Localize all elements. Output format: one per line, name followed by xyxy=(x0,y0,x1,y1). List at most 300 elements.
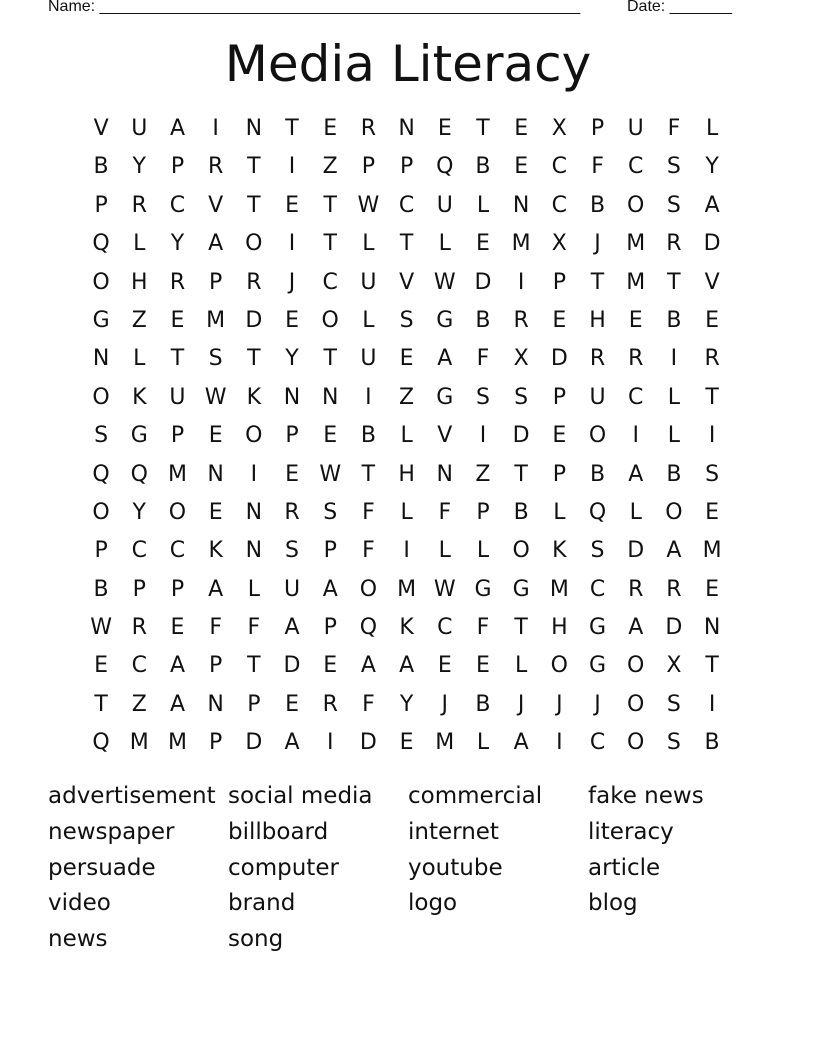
grid-cell[interactable]: M xyxy=(397,576,417,602)
grid-cell[interactable]: O xyxy=(92,384,110,410)
grid-cell[interactable]: S xyxy=(323,499,338,525)
grid-cell[interactable]: S xyxy=(666,154,681,180)
grid-cell[interactable]: E xyxy=(94,653,109,679)
grid-cell[interactable]: I xyxy=(556,730,563,756)
grid-cell[interactable]: P xyxy=(170,576,185,602)
grid-cell[interactable]: C xyxy=(131,653,147,679)
grid-cell[interactable]: E xyxy=(323,116,338,141)
grid-cell[interactable]: R xyxy=(589,346,606,372)
grid-cell[interactable]: U xyxy=(283,576,301,602)
grid-cell[interactable]: Z xyxy=(131,691,147,717)
grid-cell[interactable]: R xyxy=(246,269,262,295)
grid-cell[interactable]: P xyxy=(590,116,605,141)
grid-cell[interactable]: R xyxy=(284,499,300,525)
grid-cell[interactable]: T xyxy=(514,615,528,641)
grid-cell[interactable]: M xyxy=(167,730,187,756)
grid-cell[interactable]: P xyxy=(323,615,337,641)
grid-cell[interactable]: L xyxy=(476,730,490,756)
grid-cell[interactable]: F xyxy=(438,499,452,525)
grid-cell[interactable]: R xyxy=(666,576,682,602)
grid-cell[interactable]: Q xyxy=(588,499,607,525)
grid-cell[interactable]: D xyxy=(550,346,568,372)
grid-cell[interactable]: Q xyxy=(92,231,110,257)
grid-cell[interactable]: U xyxy=(169,384,186,410)
grid-cell[interactable]: O xyxy=(627,653,645,679)
grid-cell[interactable]: Q xyxy=(92,730,110,756)
grid-cell[interactable]: E xyxy=(285,461,299,487)
grid-cell[interactable]: B xyxy=(475,307,491,333)
grid-cell[interactable]: E xyxy=(285,307,299,333)
grid-cell[interactable]: Z xyxy=(399,384,415,410)
grid-cell[interactable]: A xyxy=(169,116,185,141)
grid-cell[interactable]: E xyxy=(399,346,414,372)
grid-cell[interactable]: G xyxy=(512,576,530,602)
grid-cell[interactable]: K xyxy=(246,384,262,410)
grid-cell[interactable]: P xyxy=(552,461,566,487)
grid-cell[interactable]: E xyxy=(552,423,567,449)
grid-cell[interactable]: E xyxy=(628,307,643,333)
grid-cell[interactable]: W xyxy=(433,576,456,602)
grid-cell[interactable]: T xyxy=(247,192,261,218)
grid-cell[interactable]: E xyxy=(170,307,185,333)
grid-cell[interactable]: K xyxy=(132,384,147,410)
grid-cell[interactable]: S xyxy=(590,538,605,564)
grid-cell[interactable]: U xyxy=(436,192,453,218)
grid-cell[interactable]: D xyxy=(627,538,645,564)
grid-cell[interactable]: C xyxy=(551,192,568,218)
grid-cell[interactable]: R xyxy=(131,615,147,641)
word-bank-item: song xyxy=(228,926,284,953)
grid-cell[interactable]: L xyxy=(362,231,375,257)
name-field[interactable]: Name: ______________________________________________________ xyxy=(48,0,581,15)
grid-cell[interactable]: I xyxy=(632,423,639,449)
grid-cell[interactable]: T xyxy=(590,269,605,295)
grid-cell[interactable]: P xyxy=(247,691,261,717)
grid-cell[interactable]: V xyxy=(399,269,415,295)
grid-cell[interactable]: A xyxy=(169,691,185,717)
grid-cell[interactable]: M xyxy=(129,730,149,756)
grid-cell[interactable]: J xyxy=(556,691,563,717)
grid-cell[interactable]: P xyxy=(132,576,146,602)
grid-cell[interactable]: S xyxy=(208,346,223,372)
grid-cell[interactable]: M xyxy=(511,231,531,257)
grid-cell[interactable]: G xyxy=(589,653,607,679)
grid-cell[interactable]: L xyxy=(515,653,528,679)
grid-cell[interactable]: U xyxy=(131,116,148,141)
grid-cell[interactable]: P xyxy=(209,653,223,679)
grid-cell[interactable]: P xyxy=(361,154,376,180)
grid-cell[interactable]: A xyxy=(284,730,300,756)
grid-cell[interactable]: W xyxy=(204,384,227,410)
grid-cell[interactable]: T xyxy=(667,269,681,295)
grid-cell[interactable]: B xyxy=(360,423,376,449)
grid-cell[interactable]: N xyxy=(245,499,263,525)
grid-cell[interactable]: B xyxy=(704,730,720,756)
grid-cell[interactable]: D xyxy=(665,615,683,641)
grid-cell[interactable]: U xyxy=(360,269,377,295)
grid-cell[interactable]: N xyxy=(207,691,224,717)
grid-cell[interactable]: D xyxy=(359,730,377,756)
grid-cell[interactable]: L xyxy=(629,499,642,525)
grid-cell[interactable]: H xyxy=(398,461,415,487)
grid-cell[interactable]: L xyxy=(438,538,451,564)
grid-cell[interactable]: E xyxy=(514,116,529,141)
grid-cell[interactable]: Z xyxy=(475,461,491,487)
grid-cell[interactable]: I xyxy=(708,423,716,449)
grid-cell[interactable]: T xyxy=(705,653,719,679)
grid-cell[interactable]: T xyxy=(247,653,261,679)
grid-cell[interactable]: P xyxy=(94,538,108,564)
grid-cell[interactable]: E xyxy=(705,307,720,333)
grid-cell[interactable]: M xyxy=(435,730,455,756)
grid-cell[interactable]: I xyxy=(212,116,219,141)
grid-cell[interactable]: C xyxy=(169,192,186,218)
grid-cell[interactable]: N xyxy=(92,346,110,372)
grid-cell[interactable]: I xyxy=(403,538,410,564)
grid-cell[interactable]: G xyxy=(474,576,492,602)
grid-cell[interactable]: F xyxy=(209,615,222,641)
grid-cell[interactable]: A xyxy=(628,615,644,641)
page-title: Media Literacy xyxy=(224,35,592,93)
grid-cell[interactable]: L xyxy=(400,423,413,449)
grid-cell[interactable]: M xyxy=(206,307,226,333)
grid-cell[interactable]: X xyxy=(551,116,567,141)
grid-cell[interactable]: J xyxy=(441,691,449,717)
grid-cell[interactable]: A xyxy=(208,576,224,602)
grid-cell[interactable]: X xyxy=(513,346,529,372)
grid-cell[interactable]: L xyxy=(667,384,681,410)
grid-cell[interactable]: P xyxy=(476,499,490,525)
grid-cell[interactable]: R xyxy=(322,691,338,717)
grid-cell[interactable]: L xyxy=(553,499,566,525)
grid-cell[interactable]: Q xyxy=(130,461,148,487)
grid-cell[interactable]: W xyxy=(319,461,342,487)
grid-cell[interactable]: L xyxy=(476,538,490,564)
grid-cell[interactable]: T xyxy=(285,116,299,141)
grid-cell[interactable]: S xyxy=(94,423,109,449)
grid-cell[interactable]: G xyxy=(130,423,148,449)
grid-cell[interactable]: E xyxy=(437,116,452,141)
grid-cell[interactable]: A xyxy=(322,576,338,602)
grid-cell[interactable]: N xyxy=(321,384,339,410)
grid-cell[interactable]: L xyxy=(247,576,260,602)
grid-cell[interactable]: U xyxy=(589,384,606,410)
grid-cell[interactable]: G xyxy=(589,615,607,641)
grid-cell[interactable]: A xyxy=(437,346,453,372)
grid-cell[interactable]: P xyxy=(94,192,108,218)
grid-cell[interactable]: A xyxy=(666,538,682,564)
grid-cell[interactable]: I xyxy=(670,346,678,372)
grid-cell[interactable]: S xyxy=(666,730,681,756)
grid-cell[interactable]: G xyxy=(436,307,454,333)
grid-cell[interactable]: X xyxy=(551,231,567,257)
grid-cell[interactable]: P xyxy=(209,730,223,756)
grid-cell[interactable]: C xyxy=(589,730,606,756)
grid-cell[interactable]: Z xyxy=(131,307,147,333)
grid-cell[interactable]: T xyxy=(476,116,490,141)
grid-cell[interactable]: S xyxy=(399,307,414,333)
grid-cell[interactable]: I xyxy=(288,154,296,180)
grid-cell[interactable]: I xyxy=(250,461,258,487)
grid-cell[interactable]: N xyxy=(703,615,721,641)
grid-cell[interactable]: T xyxy=(323,231,337,257)
grid-cell[interactable]: F xyxy=(247,615,261,641)
grid-cell[interactable]: E xyxy=(705,499,720,525)
grid-cell[interactable]: J xyxy=(517,691,525,717)
grid-cell[interactable]: F xyxy=(591,154,604,180)
grid-cell[interactable]: S xyxy=(514,384,529,410)
grid-cell[interactable]: S xyxy=(285,538,300,564)
grid-cell[interactable]: Z xyxy=(322,154,338,180)
grid-cell[interactable]: Y xyxy=(285,346,299,372)
grid-cell[interactable]: P xyxy=(399,154,414,180)
grid-cell[interactable]: T xyxy=(94,691,108,717)
grid-cell[interactable]: E xyxy=(208,423,223,449)
grid-cell[interactable]: O xyxy=(245,423,263,449)
grid-cell[interactable]: A xyxy=(399,653,415,679)
grid-cell[interactable]: F xyxy=(476,346,490,372)
grid-cell[interactable]: E xyxy=(399,730,414,756)
word-bank-item: brand xyxy=(228,890,296,917)
grid-cell[interactable]: G xyxy=(92,307,110,333)
grid-cell[interactable]: T xyxy=(361,461,376,487)
grid-cell[interactable]: O xyxy=(245,231,263,257)
grid-cell[interactable]: F xyxy=(362,499,375,525)
grid-cell[interactable]: R xyxy=(704,346,720,372)
grid-cell[interactable]: J xyxy=(594,691,601,717)
grid-cell[interactable]: D xyxy=(283,653,301,679)
grid-cell[interactable]: O xyxy=(627,730,645,756)
grid-cell[interactable]: C xyxy=(322,269,338,295)
grid-cell[interactable]: Y xyxy=(399,691,414,717)
grid-cell[interactable]: I xyxy=(708,691,716,717)
grid-cell[interactable]: E xyxy=(323,423,338,449)
grid-cell[interactable]: R xyxy=(169,269,186,295)
grid-cell[interactable]: C xyxy=(628,154,644,180)
grid-cell[interactable]: K xyxy=(399,615,414,641)
grid-cell[interactable]: W xyxy=(357,192,380,218)
grid-cell[interactable]: V xyxy=(437,423,453,449)
grid-cell[interactable]: E xyxy=(514,154,529,180)
grid-cell[interactable]: T xyxy=(514,461,528,487)
grid-cell[interactable]: F xyxy=(362,538,375,564)
grid-cell[interactable]: P xyxy=(323,538,337,564)
grid-cell[interactable]: H xyxy=(551,615,568,641)
grid-cell[interactable]: L xyxy=(667,423,681,449)
grid-cell[interactable]: E xyxy=(552,307,567,333)
grid-cell[interactable]: C xyxy=(589,576,606,602)
word-bank-item: billboard xyxy=(228,818,329,845)
grid-cell[interactable]: I xyxy=(517,269,525,295)
grid-cell[interactable]: R xyxy=(208,154,224,180)
grid-cell[interactable]: F xyxy=(476,615,490,641)
grid-cell[interactable]: C xyxy=(398,192,415,218)
grid-cell[interactable]: Q xyxy=(359,615,378,641)
date-field[interactable]: Date: _______ xyxy=(627,0,732,15)
word-bank xyxy=(48,778,768,957)
grid-cell[interactable]: T xyxy=(705,384,719,410)
grid-cell[interactable]: J xyxy=(288,269,296,295)
grid-cell[interactable]: P xyxy=(209,269,223,295)
grid-cell[interactable]: V xyxy=(208,192,224,218)
grid-cell[interactable]: I xyxy=(479,423,487,449)
grid-cell[interactable]: N xyxy=(245,538,263,564)
grid-cell[interactable]: V xyxy=(704,269,720,295)
grid-cell[interactable]: V xyxy=(93,116,109,141)
grid-cell[interactable]: H xyxy=(131,269,148,295)
grid-cell[interactable]: Y xyxy=(132,499,146,525)
grid-cell[interactable]: M xyxy=(167,461,187,487)
grid-cell[interactable]: E xyxy=(285,691,299,717)
grid-cell[interactable]: D xyxy=(703,231,721,257)
grid-cell[interactable]: T xyxy=(323,346,337,372)
word-bank-item: blog xyxy=(588,890,638,917)
grid-cell[interactable]: B xyxy=(589,192,606,218)
grid-cell[interactable]: E xyxy=(208,499,223,525)
grid-cell[interactable]: E xyxy=(476,231,490,257)
grid-cell[interactable]: S xyxy=(475,384,490,410)
grid-cell[interactable]: M xyxy=(626,269,646,295)
grid-cell[interactable]: P xyxy=(285,423,299,449)
grid-cell[interactable]: X xyxy=(666,653,682,679)
grid-cell[interactable]: N xyxy=(283,384,301,410)
grid-cell[interactable]: P xyxy=(552,384,566,410)
grid-cell[interactable]: N xyxy=(436,461,454,487)
grid-cell[interactable]: W xyxy=(433,269,456,295)
grid-cell[interactable]: B xyxy=(475,691,491,717)
grid-cell[interactable]: T xyxy=(247,346,261,372)
grid-cell[interactable]: A xyxy=(628,461,644,487)
word-bank-item: newspaper xyxy=(48,818,175,845)
grid-cell[interactable]: O xyxy=(512,538,530,564)
grid-cell[interactable]: B xyxy=(93,154,109,180)
grid-cell[interactable]: N xyxy=(398,116,415,141)
grid-cell[interactable]: C xyxy=(131,538,147,564)
grid-cell[interactable]: T xyxy=(323,192,337,218)
grid-cell[interactable]: B xyxy=(666,307,682,333)
grid-cell[interactable]: E xyxy=(705,576,720,602)
grid-cell[interactable]: R xyxy=(131,192,147,218)
grid-cell[interactable]: T xyxy=(399,231,414,257)
grid-cell[interactable]: R xyxy=(628,576,644,602)
grid-cell[interactable]: O xyxy=(168,499,187,525)
grid-cell[interactable]: A xyxy=(169,653,185,679)
grid-cell[interactable]: I xyxy=(288,231,296,257)
grid-cell[interactable]: U xyxy=(360,346,377,372)
grid-cell[interactable]: D xyxy=(245,730,263,756)
grid-cell[interactable]: F xyxy=(362,691,375,717)
grid-cell[interactable]: C xyxy=(551,154,568,180)
grid-cell[interactable]: B xyxy=(93,576,109,602)
grid-cell[interactable]: R xyxy=(666,231,682,257)
grid-cell[interactable]: T xyxy=(247,154,261,180)
grid-cell[interactable]: N xyxy=(245,116,263,141)
grid-cell[interactable]: D xyxy=(245,307,263,333)
grid-cell[interactable]: O xyxy=(92,269,110,295)
grid-cell[interactable]: O xyxy=(627,192,645,218)
grid-cell[interactable]: D xyxy=(512,423,530,449)
grid-cell[interactable]: B xyxy=(666,461,682,487)
grid-cell[interactable]: L xyxy=(438,231,451,257)
grid-cell[interactable]: M xyxy=(702,538,722,564)
grid-cell[interactable]: E xyxy=(323,653,338,679)
grid-cell[interactable]: Y xyxy=(132,154,146,180)
word-bank-item: news xyxy=(48,926,108,953)
grid-cell[interactable]: J xyxy=(594,231,601,257)
grid-cell[interactable]: C xyxy=(628,384,644,410)
grid-cell[interactable]: Y xyxy=(705,154,719,180)
grid-cell[interactable]: C xyxy=(437,615,453,641)
grid-cell[interactable]: D xyxy=(474,269,492,295)
grid-cell[interactable]: I xyxy=(365,384,372,410)
grid-cell[interactable]: O xyxy=(588,423,607,449)
grid-cell[interactable]: B xyxy=(589,461,606,487)
grid-cell[interactable]: E xyxy=(170,615,185,641)
grid-cell[interactable]: Y xyxy=(170,231,185,257)
grid-cell[interactable]: B xyxy=(475,154,491,180)
grid-cell[interactable]: O xyxy=(321,307,339,333)
grid-cell[interactable]: M xyxy=(626,231,646,257)
grid-cell[interactable]: R xyxy=(360,116,377,141)
grid-cell[interactable]: L xyxy=(476,192,490,218)
grid-cell[interactable]: N xyxy=(207,461,224,487)
grid-cell[interactable]: L xyxy=(362,307,375,333)
grid-cell[interactable]: O xyxy=(359,576,378,602)
word-bank-item: computer xyxy=(228,854,339,881)
grid-cell[interactable]: P xyxy=(170,423,185,449)
grid-cell[interactable]: L xyxy=(400,499,413,525)
grid-cell[interactable]: P xyxy=(170,154,185,180)
grid-cell[interactable]: E xyxy=(476,653,490,679)
grid-cell[interactable]: E xyxy=(437,653,452,679)
grid-cell[interactable]: W xyxy=(90,615,112,641)
grid-cell[interactable]: Q xyxy=(436,154,454,180)
grid-cell[interactable]: M xyxy=(549,576,569,602)
grid-cell[interactable]: H xyxy=(589,307,606,333)
grid-cell[interactable]: A xyxy=(513,730,529,756)
grid-cell[interactable]: P xyxy=(552,269,566,295)
grid-cell[interactable]: A xyxy=(704,192,720,218)
grid-cell[interactable]: L xyxy=(133,346,146,372)
grid-cell[interactable]: S xyxy=(666,691,681,717)
grid-cell[interactable]: K xyxy=(552,538,567,564)
grid-cell[interactable]: S xyxy=(705,461,720,487)
grid-cell[interactable]: N xyxy=(512,192,530,218)
grid-cell[interactable]: A xyxy=(360,653,376,679)
grid-cell[interactable]: T xyxy=(170,346,185,372)
grid-cell[interactable]: Q xyxy=(92,461,110,487)
grid-cell[interactable]: R xyxy=(513,307,529,333)
grid-cell[interactable]: K xyxy=(208,538,223,564)
grid-cell[interactable]: O xyxy=(550,653,568,679)
grid-cell[interactable]: O xyxy=(92,499,110,525)
grid-cell[interactable]: O xyxy=(665,499,683,525)
grid-cell[interactable]: L xyxy=(133,231,146,257)
grid-cell[interactable]: A xyxy=(284,615,300,641)
grid-cell[interactable]: S xyxy=(666,192,681,218)
grid-cell[interactable]: U xyxy=(627,116,644,141)
grid-cell[interactable]: C xyxy=(169,538,186,564)
grid-cell[interactable]: L xyxy=(705,116,719,141)
grid-cell[interactable]: A xyxy=(208,231,224,257)
grid-cell[interactable]: F xyxy=(667,116,681,141)
grid-cell[interactable]: O xyxy=(627,691,645,717)
grid-cell[interactable]: R xyxy=(628,346,644,372)
grid-cell[interactable]: G xyxy=(436,384,454,410)
grid-cell[interactable]: I xyxy=(326,730,334,756)
grid-cell[interactable]: E xyxy=(285,192,299,218)
grid-cell[interactable]: B xyxy=(513,499,529,525)
